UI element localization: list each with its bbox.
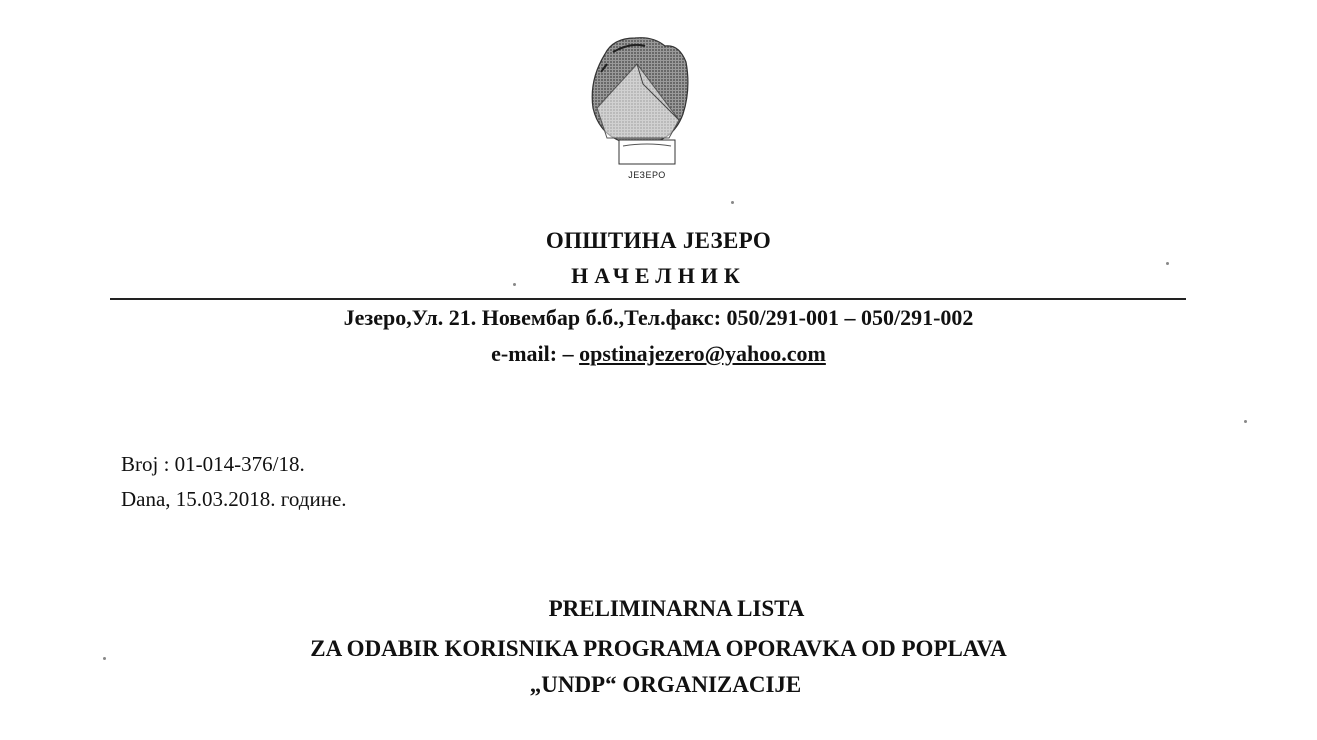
crest-label: ЈЕЗЕРО [628,170,666,180]
scan-speck [513,283,516,286]
scan-speck [1244,420,1247,423]
scan-speck [103,657,106,660]
organization-name: ОПШТИНА ЈЕЗЕРО [545,228,772,253]
scan-speck [731,201,734,204]
organization-role: НАЧЕЛНИК [571,263,746,288]
document-title-line-3: „UNDP“ ORGANIZACIJE [529,672,802,697]
header-divider [110,298,1186,300]
contact-address: Језеро,Ул. 21. Новембар б.б.,Тел.факс: 050/291-001 – 050/291-002 [343,305,974,330]
document-number: Broj : 01-014-376/18. [121,452,305,476]
email-link[interactable]: opstinajezero@yahoo.com [579,341,826,366]
contact-email-line [0,341,1317,367]
document-title-line-2: ZA ODABIR KORISNIKA PROGRAMA OPORAVKA OD POPLAVA [310,636,1007,661]
document-title-line-1: PRELIMINARNA LISTA [548,596,805,621]
document-date: Dana, 15.03.2018. године. [121,487,347,511]
scan-speck [1166,262,1169,265]
email-prefix: e-mail: – [491,341,580,366]
